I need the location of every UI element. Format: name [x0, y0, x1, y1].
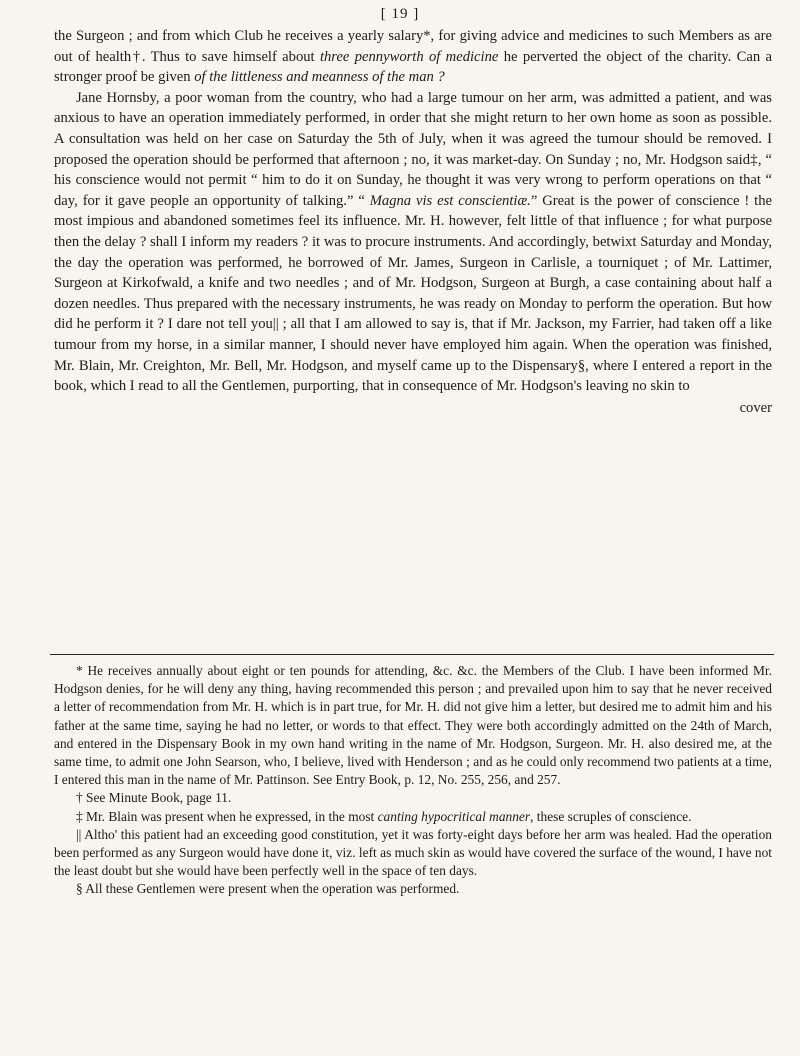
footnote: [54, 808, 772, 826]
italic-text: of the littleness and meanness of the man ?: [194, 69, 445, 86]
footnotes: [54, 662, 772, 899]
footnote: * He receives annually about eight or ten pounds for attending, &c. &c. the Members of the Club. I have been informed Mr. Hodgson denies, for he will deny any thing, having recommended this person ; and prevailed upon him to say that he never received a letter of recommendation from Mr. H. which is in part true, for Mr. H. did not give him a letter, but desired me to admit him and his father at the same time, saying he had no letter, or words to that effect. They were both accordingly admitted on the 24th of March, and entered in the Dispensary Book in my own hand writing in the name of Mr. Hodgson, Surgeon. Mr. H. also desired me, at the same time, to admit one John Searson, who, I believe, lived with Henderson ; and as he could only recommend two patients at a time, I entered this man in the name of Mr. Pattinson. See Entry Book, p. 12, No. 255, 256, and 257.: [54, 663, 772, 788]
footnote: § All these Gentlemen were present when the operation was performed.: [76, 881, 460, 897]
text-run: Jane Hornsby, a poor woman from the country, who had a large tumour on her arm, was admitted a patient, and was anxious to have an operation immediately performed, in order that she might return to her own home as soon as possible. A consultation was held on her case on Saturday the 5th of July, when it was agreed the tumour should be removed. I proposed the operation should be performed that afternoon ; no, it was market-day. On Sunday ; no, Mr. Hodgson said‡, “ his conscience would not permit “ him to do it on Sunday, he thought it was very wrong to perform operations on that “ day, for it gave people an opportunity of talking.” “: [54, 89, 772, 209]
text-run: ‡ Mr. Blain was present when he expressed, in the most: [76, 808, 378, 824]
main-paragraph: [54, 88, 772, 397]
text-run: ” Great is the power of conscience ! the most impious and abandoned sometimes feel its influence. Mr. H. however, felt little of that influence ; for what purpose then the delay ? shall I inform my readers ? it was to procure instruments. And accordingly, betwixt Saturday and Monday, the day the operation was performed, he borrowed of Mr. James, Surgeon in Carlisle, a tourniquet ; of Mr. Lattimer, Surgeon at Kirkofwald, a knife and two needles ; and of Mr. Hodgson, Surgeon at Burgh, a case containing about half a dozen needles. Thus prepared with the necessary instruments, he was ready on Monday to perform the operation. But how did he perform it ? I dare not tell you|| ; all that I am allowed to say is, that if Mr. Jackson, my Farrier, had taken off a like tumour from my horse, in a similar manner, I should never have employed him again. When the operation was finished, Mr. Blain, Mr. Creighton, Mr. Bell, Mr. Hodgson, and myself came up to the Dispensary§, where I entered a report in the book, which I read to all the Gentlemen, purporting, that in consequence of Mr. Hodgson's leaving no skin to: [54, 192, 773, 395]
text-run: , these scruples of conscience.: [530, 808, 692, 824]
main-paragraph: [54, 26, 772, 88]
catchword: cover: [739, 399, 772, 416]
main-text: [54, 26, 772, 418]
text-run: the Surgeon ; and from which Club he receives a yearly salary*, for giving advice and medicines to such Members as are out of health†. Thus to save himself about: [54, 28, 772, 65]
italic-text: canting hypocritical manner: [377, 808, 531, 824]
footnote: || Altho' this patient had an exceeding good constitution, yet it was forty-eight days before her arm was healed. Had the operation been performed as any Surgeon would have done it, viz. left as much skin as would have covered the surface of the wound, I have not the least doubt but she would have been perfectly well in the space of ten days.: [54, 826, 772, 879]
latin-quote: Magna vis est conscientiæ.: [369, 192, 531, 209]
footnote: † See Minute Book, page 11.: [76, 790, 232, 806]
footnote-divider: [50, 654, 774, 655]
text-run: he perverted the object of the charity. Can a stronger proof be given: [54, 48, 772, 86]
page-number: [ 19 ]: [380, 6, 420, 22]
italic-text: three pennyworth of medicine: [319, 48, 499, 65]
